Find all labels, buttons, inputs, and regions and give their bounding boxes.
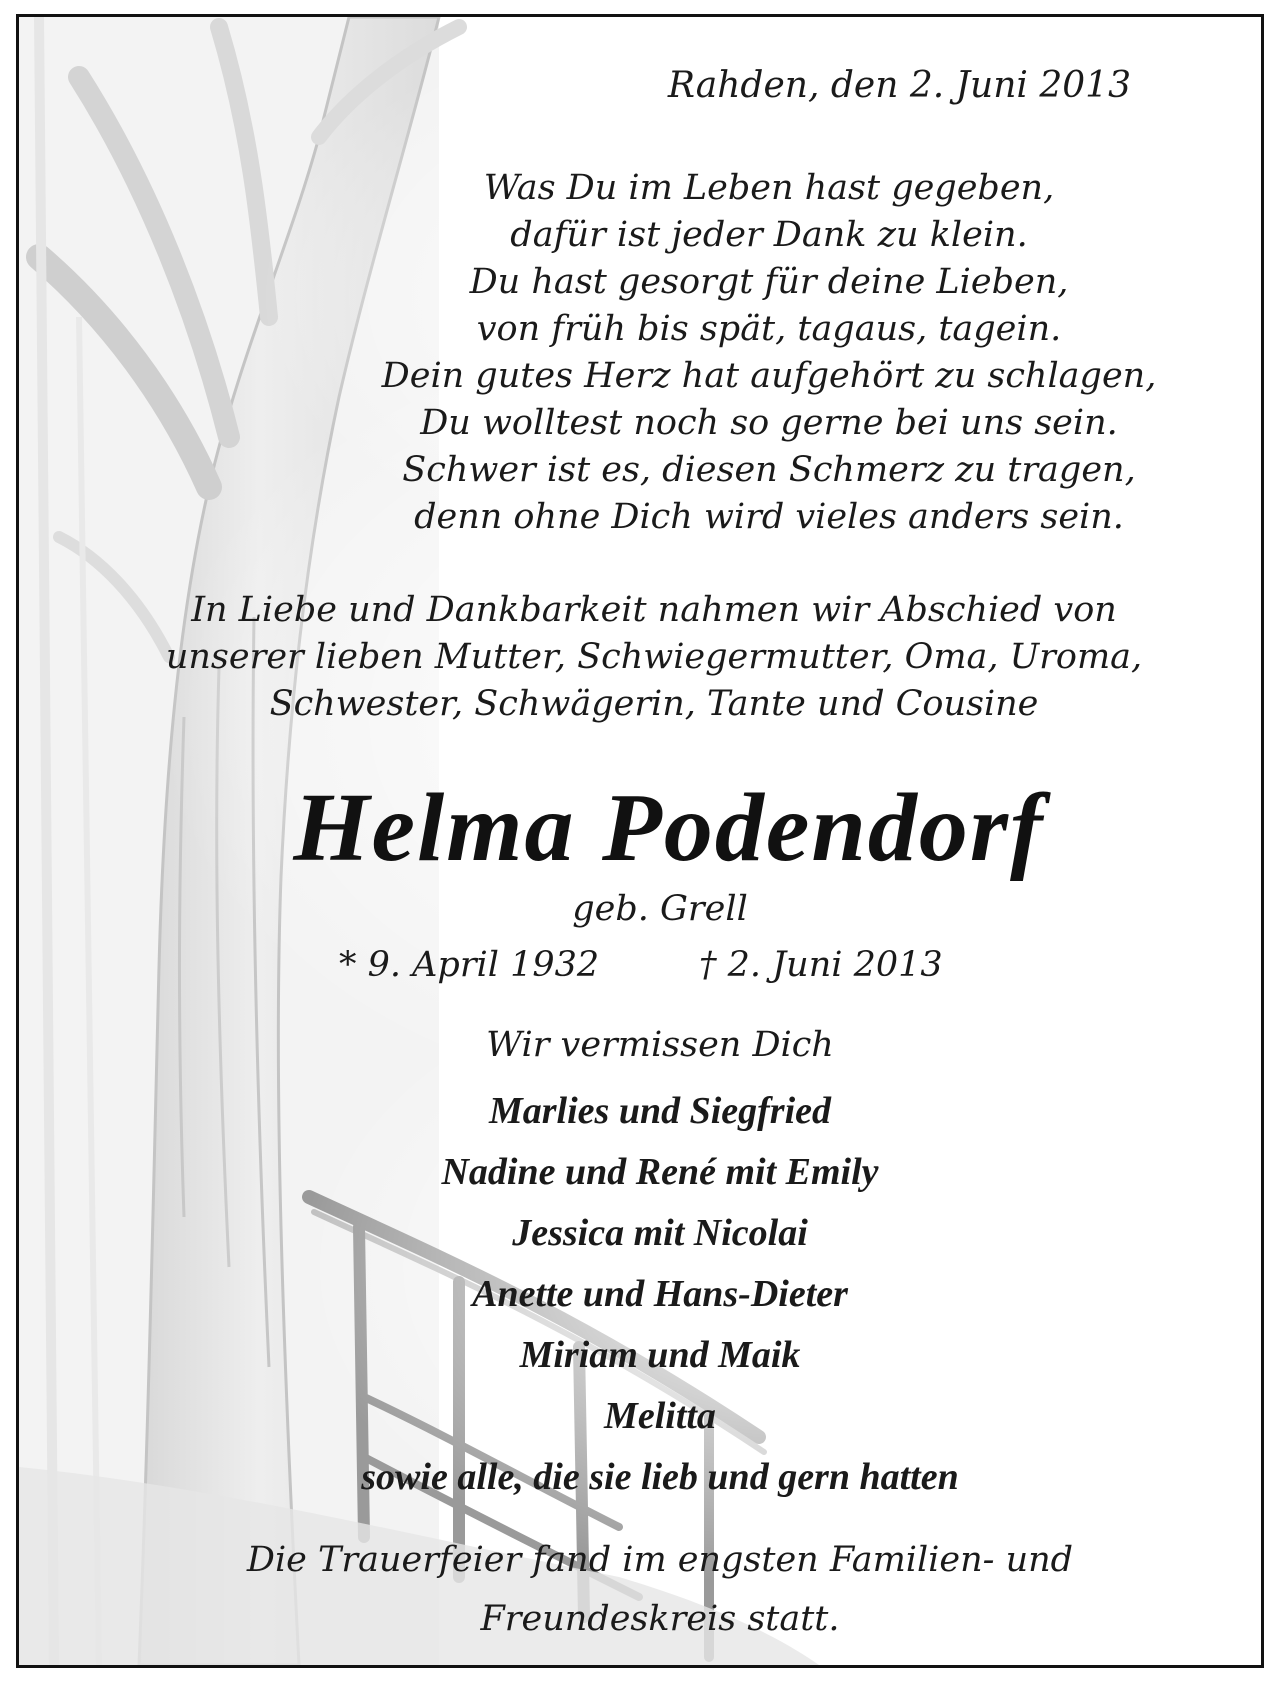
mourner-entry: Marlies und Siegfried [488,1090,832,1132]
mourner-entry: Jessica mit Nicolai [512,1212,808,1254]
death-date: † 2. Juni 2013 [699,945,943,985]
mourner-entry: Melitta [604,1395,716,1437]
funeral-note [19,1531,1264,1649]
intro-line: Schwester, Schwägerin, Tante und Cousine [269,684,1039,724]
mourner-entry: sowie alle, die sie lieb und gern hatten [361,1456,959,1498]
poem-line: Schwer ist es, diesen Schmerz zu tragen, [402,450,1136,490]
birth-date: * 9. April 1932 [339,945,600,985]
poem-line: Was Du im Leben hast gegeben, [483,168,1055,208]
deceased-name: Helma Podendorf [293,774,1045,882]
poem-line: von früh bis spät, tagaus, tagein. [476,309,1062,349]
farewell-intro [79,587,1229,728]
mourner-entry: Nadine und René mit Emily [441,1151,879,1193]
mourner-entry: Miriam und Maik [519,1334,801,1376]
maiden-name: geb. Grell [572,889,748,929]
closing-line: Die Trauerfeier fand im engsten Familien- und [246,1540,1074,1580]
poem-line: denn ohne Dich wird vieles anders sein. [414,497,1124,537]
we-miss-you: Wir vermissen Dich [486,1025,834,1065]
intro-line: unserer lieben Mutter, Schwiegermutter, Oma, Uroma, [165,637,1143,677]
intro-line: In Liebe und Dankbarkeit nahmen wir Abschied von [191,590,1117,630]
poem [319,165,1219,541]
mourners-list [19,1081,1264,1508]
obituary-frame [16,14,1264,1668]
place-and-date: Rahden, den 2. Juni 2013 [667,65,1131,106]
closing-line: Freundeskreis statt. [480,1599,840,1639]
poem-line: Dein gutes Herz hat aufgehört zu schlagen, [381,356,1157,396]
mourner-entry: Anette und Hans-Dieter [472,1273,848,1315]
poem-line: dafür ist jeder Dank zu klein. [510,215,1028,255]
poem-line: Du hast gesorgt für deine Lieben, [469,262,1069,302]
poem-line: Du wolltest noch so gerne bei uns sein. [420,403,1118,443]
